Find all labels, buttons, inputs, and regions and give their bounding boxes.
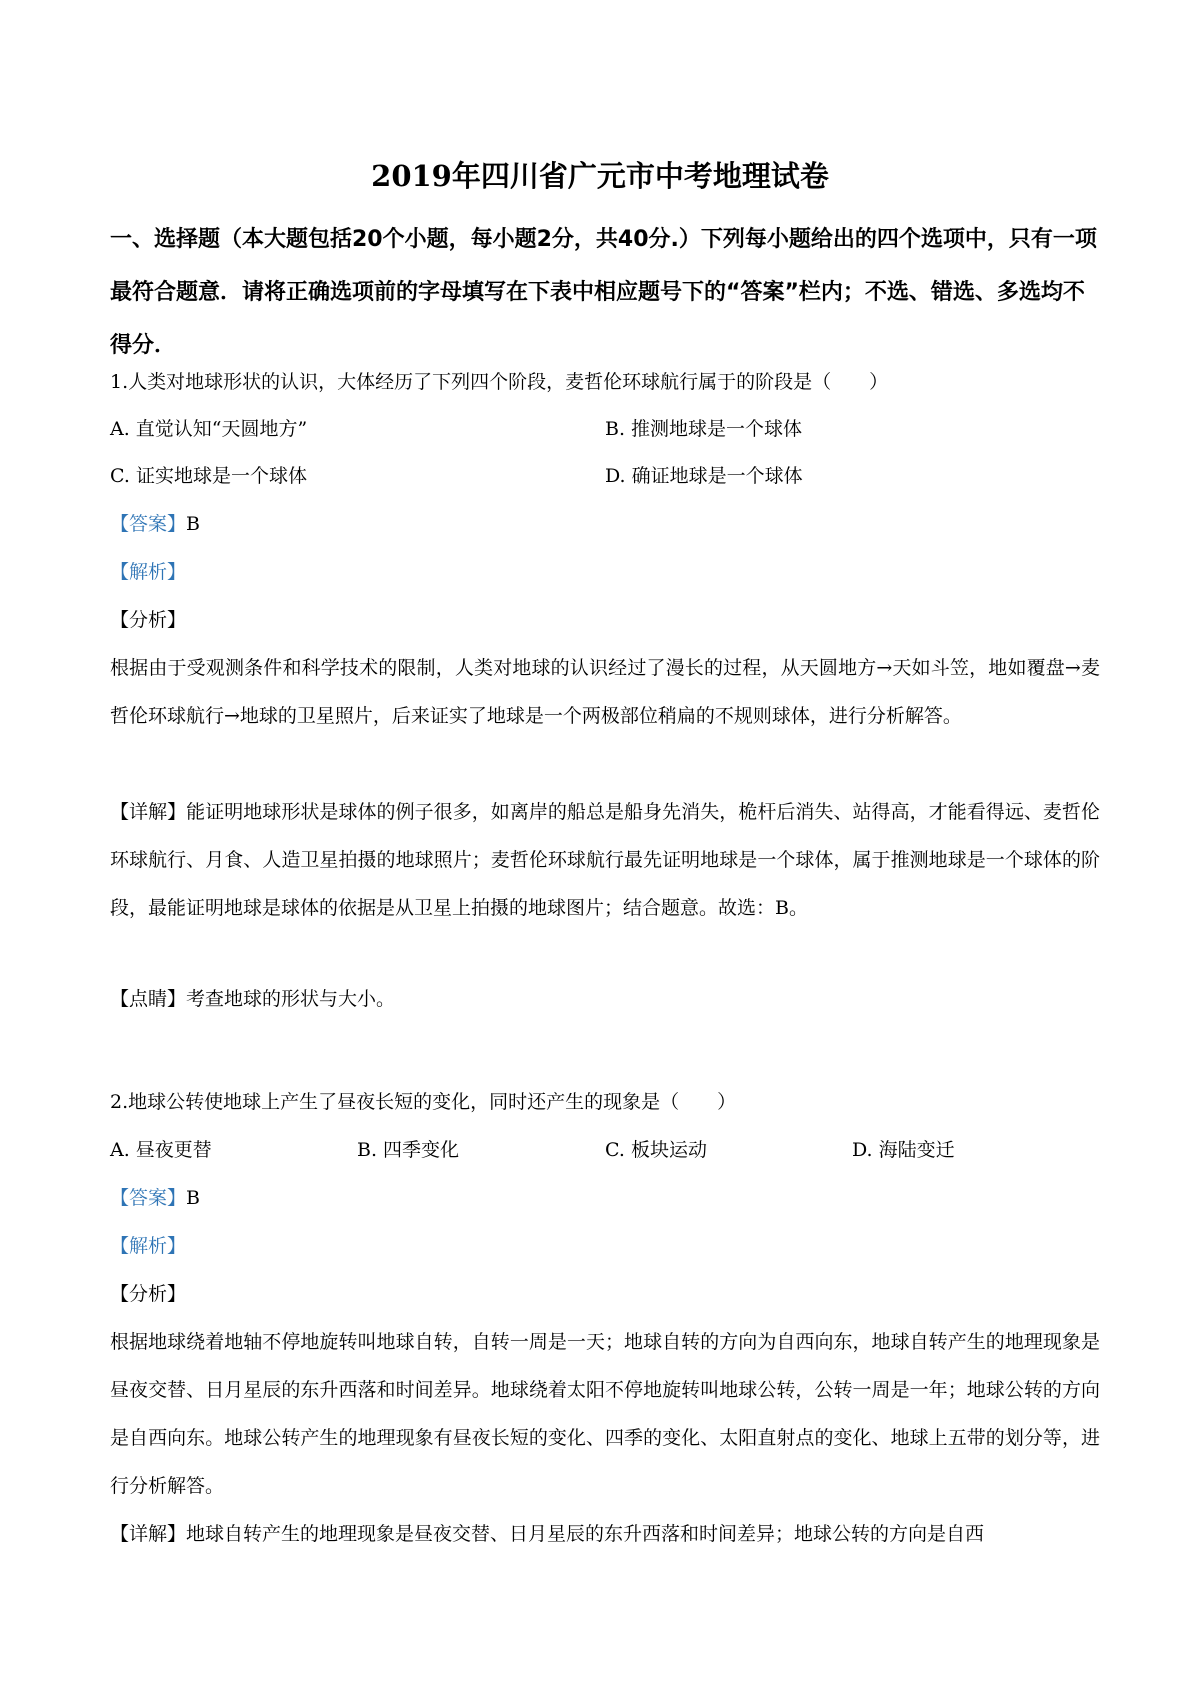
q2-fenxi-text: 根据地球绕着地轴不停地旋转叫地球自转，自转一周是一天；地球自转的方向为自西向东，地球自转产生的地理现象是昼夜交替、日月星辰的东升西落和时间差异。地球绕着太阳不停地旋转叫地球公转，公转一周是一年；地球公转的方向是自西向东。地球公转产生的地理现象有昼夜长短的变化、四季的变化、太阳直射点的变化、地球上五带的划分等，进行分析解答。 bbox=[110, 1331, 1100, 1497]
answer-value: B bbox=[186, 1187, 200, 1209]
answer-value: B bbox=[186, 513, 200, 535]
q2-option-c: C. 板块运动 bbox=[605, 1139, 707, 1161]
answer-tag: 【答案】 bbox=[110, 1187, 187, 1209]
q1-xiangjie bbox=[110, 788, 1100, 932]
page-title: 2019年四川省广元市中考地理试卷 bbox=[371, 159, 829, 193]
q1-fenxi-text: 根据由于受观测条件和科学技术的限制，人类对地球的认识经过了漫长的过程，从天圆地方→天如斗笠，地如覆盘→麦哲伦环球航行→地球的卫星照片，后来证实了地球是一个两极部位稍扁的不规则球体，进行分析解答。 bbox=[110, 657, 1100, 727]
q1-fenxi-tag: 【分析】 bbox=[110, 609, 187, 631]
q2-option-a: A. 昼夜更替 bbox=[110, 1139, 212, 1161]
answer-tag: 【答案】 bbox=[110, 513, 187, 535]
question-2-stem: 2.地球公转使地球上产生了昼夜长短的变化，同时还产生的现象是（ ） bbox=[110, 1091, 737, 1113]
q2-xiangjie bbox=[110, 1510, 1100, 1558]
q2-fenxi-tag: 【分析】 bbox=[110, 1283, 187, 1305]
q2-answer bbox=[110, 1184, 1100, 1212]
q1-option-c: C. 证实地球是一个球体 bbox=[110, 465, 307, 487]
question-1-stem: 1.人类对地球形状的认识，大体经历了下列四个阶段，麦哲伦环球航行属于的阶段是（ ） bbox=[110, 371, 889, 393]
q1-dianjing bbox=[110, 985, 1100, 1013]
dianjing-text: 考查地球的形状与大小。 bbox=[186, 988, 396, 1010]
xiangjie-text: 地球自转产生的地理现象是昼夜交替、日月星辰的东升西落和时间差异；地球公转的方向是自西 bbox=[186, 1523, 985, 1545]
q2-option-d: D. 海陆变迁 bbox=[852, 1139, 955, 1161]
q2-jiexi-tag: 【解析】 bbox=[110, 1235, 187, 1257]
q1-jiexi-tag: 【解析】 bbox=[110, 561, 187, 583]
q1-answer bbox=[110, 510, 1100, 538]
xiangjie-tag: 【详解】 bbox=[110, 1523, 187, 1545]
q1-option-b: B. 推测地球是一个球体 bbox=[605, 418, 803, 440]
q1-option-a: A. 直觉认知“天圆地方” bbox=[110, 418, 308, 440]
xiangjie-tag: 【详解】 bbox=[110, 801, 187, 823]
q1-option-d: D. 确证地球是一个球体 bbox=[605, 465, 803, 487]
dianjing-tag: 【点睛】 bbox=[110, 988, 187, 1010]
q2-option-b: B. 四季变化 bbox=[357, 1139, 460, 1161]
section-instructions: 一、选择题（本大题包括20个小题，每小题2分，共40分.）下列每小题给出的四个选项中，只有一项最符合题意．请将正确选项前的字母填写在下表中相应题号下的“答案”栏内；不选、错选、多选均不得分． bbox=[110, 227, 1097, 358]
xiangjie-text: 能证明地球形状是球体的例子很多，如离岸的船总是船身先消失，桅杆后消失、站得高，才能看得远、麦哲伦环球航行、月食、人造卫星拍摄的地球照片；麦哲伦环球航行最先证明地球是一个球体，属于推测地球是一个球体的阶段，最能证明地球是球体的依据是从卫星上拍摄的地球图片；结合题意。故选：B。 bbox=[110, 801, 1100, 919]
